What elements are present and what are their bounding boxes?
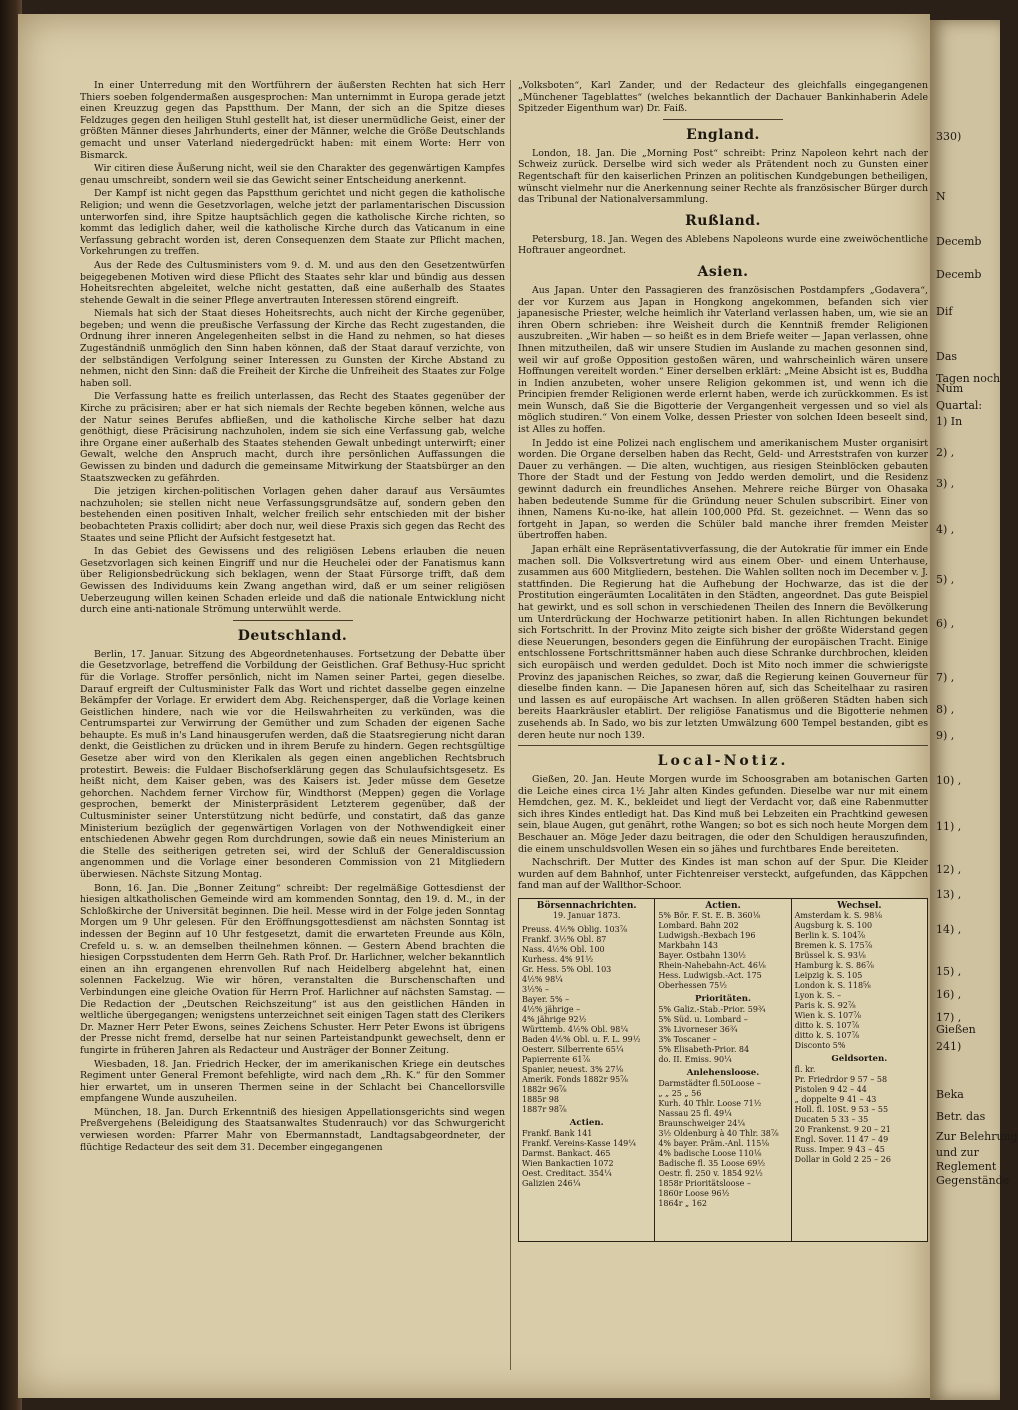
paragraph: München, 18. Jan. Durch Erkenntniß des hiesigen Appellationsgerichts sind wegen Preßvergehens (Beleidigung des Staatsanwaltes Studenrauch) vor das Schwurgericht verwiesen worden: Pfarrer Mahr von Ebermannstadt, Landtagsabgeordneter, der flüchtige Redacteur des seit dem 31. December eingegangenen	[80, 1106, 505, 1153]
paragraph: Die jetzigen kirchen-politischen Vorlagen gehen daher darauf aus Versäumtes nachzuholen; sie stellen nicht neue Verfassungsgrundsätze auf, sondern geben den bestehenden einen positiven Inhalt, welcher freilich sehr entschieden mit der bisher beobachteten Praxis collidirt; aber doch nur, weil diese Praxis sich gegen das Recht des Staates und seine Pflicht der Aufsicht festgesetzt hat.	[80, 486, 505, 544]
adjacent-page-text: 10) ,	[936, 774, 962, 787]
exchange-entry: 1864r „ 162	[658, 1199, 708, 1209]
exchange-title: Actien.	[705, 901, 741, 912]
adjacent-page-text: Gießen	[936, 1023, 976, 1036]
exchange-entry: Disconto 5%	[794, 1041, 846, 1051]
exchange-entry: 4% bayer. Präm.-Anl. 115⅛	[658, 1139, 770, 1149]
exchange-entry: 4½% jährige –	[522, 1005, 581, 1015]
paragraph: Japan erhält eine Repräsentativverfassung, die der Autokratie für immer ein Ende machen soll. Die Volksvertretung wird aus einem Ober- und einem Unterhause, zusammen aus 600 Mitgliedern, bestehen. Die Wahlen sollten noch im December v. J. stattfinden. Die Regierung hat die Aufhebung der Hochwarze, das ist die der Prostitution eingeräumten Localitäten in den Städten, angeordnet. Das gute Beispiel hat gewirkt, und es soll schon in verschiedenen Theilen des Innern die Bevölkerung um Unterdrückung der Hochwarze petitionirt haben. In allen Richtungen bekundet sich Fortschritt. In der Provinz Mito zeigte sich bisher der größte Widerstand gegen diese Neuerungen, besonders gegen die Einführung der europäischen Tracht. Einige entschlossene Fortschrittsmänner haben auch diese Schranke durchbrochen, kleiden sich europäisch und werden geduldet. Doch ist Mito noch immer die schwierigste Provinz des japanischen Reiches, so zwar, daß die Regierung keinen Gouverneur für dieselbe finden kann. — Die Japanesen hören auf, sich das Scheitelhaar zu rasiren und lassen es auf europäische Art wachsen. In allen größeren Städten haben sich bereits Haarkräusler etablirt. Der religiöse Fanatismus und die Bigotterie nehmen zusehends ab. In Sado, wo bis zur letzten Umwälzung 600 Tempel bestanden, gibt es deren heute nur noch 139.	[518, 544, 928, 741]
adjacent-page-text: 14) ,	[936, 923, 962, 936]
exchange-entry: Frankf. Vereins-Kasse 149¼	[522, 1139, 637, 1149]
section-heading-russland: Rußland.	[685, 212, 761, 229]
exchange-entry: Dollar in Gold 2 25 – 26	[794, 1155, 891, 1165]
adjacent-page-text: 13) ,	[936, 888, 962, 901]
paragraph: Wiesbaden, 18. Jan. Friedrich Hecker, der im amerikanischen Kriege ein deutsches Regiment unter General Fremont befehligte, wird nach dem „Rh. K.“ für den Sommer hier erwartet, um in unseren Thermen seine in der Schlacht bei Chancellorsville empfangene Wunde auszuheilen.	[80, 1058, 505, 1105]
paragraph: London, 18. Jan. Die „Morning Post“ schreibt: Prinz Napoleon kehrt nach der Schweiz zurück. Derselbe wird sich weder als Prätendent noch zu Gunsten einer Regentschaft für den kaiserlichen Prinzen an politischen Kundgebungen betheiligen, wünscht vielmehr nur die Anerkennung seiner Rechte als französischer Bürger durch das Tribunal der Nationalversammlung.	[518, 147, 928, 206]
exchange-entry: Frankf. Bank 141	[522, 1129, 593, 1139]
adjacent-page-text: 11) ,	[936, 820, 962, 833]
adjacent-page-text: N	[936, 190, 946, 203]
exchange-entry: Hess. Ludwigsb.-Act. 175	[658, 971, 762, 981]
exchange-entry: 1860r Loose 96½	[658, 1189, 730, 1199]
adjacent-page-text: 17) ,	[936, 1011, 962, 1024]
paragraph: Bonn, 16. Jan. Die „Bonner Zeitung“ schreibt: Der regelmäßige Gottesdienst der hiesigen altkatholischen Gemeinde wird am kommenden Sonntag, den 19. d. M., in der Schloßkirche der Universität beginnen. Die heil. Messe wird in der Folge jeden Sonntag Morgen um 9 Uhr gelesen. Für den Eröffnungsgottesdienst am nächsten Sonntag ist indessen der Beginn auf 10 Uhr festgesetzt, damit die erwarteten Freunde aus Köln, Crefeld u. s. w. an demselben theilnehmen können. — Gestern Abend brachten die hiesigen Corpsstudenten dem Herrn Geh. Rath Prof. Dr. Harlichner, welcher bekanntlich einen an ihn ergangenen ehrenvollen Ruf nach Heidelberg abgelehnt hat, einen solennen Fackelzug. Wie wir hören, veranstalten die Burschenschaften und Verbindungen eine gleiche Ovation für Herrn Prof. Harlichner auf nächsten Samstag. — Die Redaction der „Deutschen Reichszeitung“ ist aus den geistlichen Händen in weltliche übergegangen; wenigstens unterzeichnet seit einigen Tagen statt des Clerikers Dr. Mazner Herr Peter Ewons, seines Zeichens Schuster. Herr Peter Ewons ist übrigens der Presse nicht fremd, derselbe hat nur seinen Parteistandpunkt gewechselt, denn er fungirte in früheren Jahren als Redacteur und Austräger der Bonner Zeitung.	[80, 882, 505, 1056]
exchange-entry: Berlin k. S. 104⅞	[794, 931, 866, 941]
adjacent-page-text: 5) ,	[936, 573, 955, 586]
adjacent-page-text: Decemb	[936, 268, 982, 281]
paragraph: Niemals hat sich der Staat dieses Hoheitsrechts, auch nicht der Kirche gegenüber, begeben; und wenn die preußische Verfassung der Kirche das Recht zugestanden, die Ordnung ihrer inneren Angelegenheiten selbst in die Hand zu nehmen, so hat dieses Zugeständniß unmöglich den Sinn haben können, daß der Staat darauf verzichte, von der selbständigen Verfolgung seiner Interessen zu Gunsten der Kirche Abstand zu nehmen, nicht den Sinn: daß die Freiheit der Kirche die Unfreiheit des Staates zur Folge haben soll.	[80, 308, 505, 389]
adjacent-page-text: Reglement	[936, 1160, 997, 1173]
exchange-subheading: Actien.	[569, 1118, 604, 1129]
exchange-entry: 20 Frankenst. 9 20 – 21	[794, 1125, 891, 1135]
exchange-entry: Ludwigsh.-Bexbach 196	[658, 931, 756, 941]
exchange-column-actien	[655, 899, 791, 1241]
exchange-entry: Russ. Imper. 9 43 – 45	[794, 1145, 885, 1155]
paragraph: In das Gebiet des Gewissens und des religiösen Lebens erlauben die neuen Gesetzvorlagen sich keinen Eingriff und nur die Heuchelei oder der Fanatismus kann über Religionsbedrückung sich beklagen, wenn der Staat Fürsorge trifft, daß dem Gewissen des Individuums kein Zwang angethan wird, daß er um seiner religiösen Ueberzeugung willen keinen Schaden erleide und daß die nationale Entwicklung nicht durch eine anti-nationale Strömung unterwühlt werde.	[80, 546, 505, 616]
paragraph: Der Kampf ist nicht gegen das Papstthum gerichtet und nicht gegen die katholische Religion; und wenn die Gesetzvorlagen, welche jetzt der parlamentarischen Discussion unterworfen sind, ihre Spitze hauptsächlich gegen die katholische Kirche richten, so kommt das lediglich daher, weil die katholische Kirche durch das Vaticanum in eine Verfassung gebracht worden ist, deren Consequenzen dem Staate zur Pflicht machen, Vorkehrungen zu treffen.	[80, 188, 505, 258]
exchange-entry: 3% Toscaner –	[658, 1035, 717, 1045]
paragraph: Petersburg, 18. Jan. Wegen des Ablebens Napoleons wurde eine zweiwöchentliche Hoftrauer angeordnet.	[518, 233, 928, 257]
adjacent-page-text: 4) ,	[936, 523, 955, 536]
exchange-column-boerse	[519, 899, 655, 1241]
exchange-entry: Brüssel k. S. 93⅛	[794, 951, 866, 961]
exchange-entry: 1885r 98	[522, 1095, 559, 1105]
paragraph: Aus der Rede des Cultusministers vom 9. d. M. und aus den den Gesetzentwürfen beigegebenen Motiven wird diese Pflicht des Staates sehr klar und bündig aus dessen Hoheitsrechten abgeleitet, welche nicht gestatten, daß eine außerhalb des Staates stehende Gewalt in die seiner Pflege anvertrauten Interessen störend eingreift.	[80, 259, 505, 306]
exchange-entry: Bremen k. S. 175⅞	[794, 941, 873, 951]
adjacent-page-text: 7) ,	[936, 671, 955, 684]
exchange-entry: 4% badische Loose 110⅛	[658, 1149, 762, 1159]
paragraph: In einer Unterredung mit den Wortführern der äußersten Rechten hat sich Herr Thiers soeben folgendermaßen ausgesprochen: Man unternimmt in Europa gerade jetzt einen Kreuzzug gegen das Papstthum. Der Mann, der sich an die Spitze dieses Feldzuges gegen den heiligen Stuhl gestellt hat, ist dieser unermüdliche Geist, einer der größten Männer dieses Jahrhunderts, einer der Männer, welche die Größe Deutschlands gemacht und unser Vaterland niedergedrückt haben: mit einem Worte: Herr von Bismarck.	[80, 80, 505, 161]
adjacent-page-text: Dif	[936, 305, 953, 318]
paragraph: In Jeddo ist eine Polizei nach englischem und amerikanischem Muster organisirt worden. Die Organe derselben haben das Recht, Geld- und Arreststrafen von kurzer Dauer zu verhängen. — Die alten, wuchtigen, aus riesigen Steinblöcken gebauten Thore der Stadt und der Festung von Jeddo werden demolirt, und die Residenz gewinnt dadurch ein freundliches Ansehen. Mehrere reiche Bürger von Ohasaka haben bedeutende Summe für die Gründung neuer Schulen subscribirt. Einer von ihnen, Namens Ku-no-ike, hat allein 100,000 Pfd. St. gezeichnet. — Wenn das so fortgeht in Japan, so werden die Schüler bald manche ihrer fremden Meister übertroffen haben.	[518, 437, 928, 542]
exchange-entry: Gr. Hess. 5% Obl. 103	[522, 965, 612, 975]
exchange-title: Wechsel.	[837, 901, 882, 912]
paragraph: Aus Japan. Unter den Passagieren des französischen Postdampfers „Godavera“, der vor Kurzem aus Japan in Hongkong angekommen, befanden sich vier japanesische Priester, welche heimlich ihr Vaterland verlassen haben, um, wie sie an ihren Obern schrieben: ihre Weisheit durch die Kenntniß fremder Religionen auszubreiten. „Wir haben — so heißt es in dem Briefe weiter — Japan verlassen, ohne Ihnen mitzutheilen, daß wir unsere Studien im Auslande zu machen gesonnen sind, weil wir auf große Opposition gestoßen wären, und wahrscheinlich wären unsere Hoffnungen vereitelt worden.“ Einer derselben erklärt: „Meine Absicht ist es, Buddha in Indien anzubeten, woher unsere Religion gekommen ist, und wenn ich die Principien fremder Religionen werde erlernt haben, werde ich zurückkommen. Es ist mein Wunsch, daß Sie die Bigotterie der Vergangenheit vergessen und so viel als möglich studiren.“ Von einem Volke, dessen Priester von solchen Ideen beseelt sind, ist Alles zu hoffen.	[518, 284, 928, 436]
adjacent-page-text: Beka	[936, 1088, 964, 1101]
exchange-entry: Oberhessen 75½	[658, 981, 728, 991]
adjacent-page-text: Betr. das	[936, 1110, 986, 1123]
adjacent-page	[930, 20, 1018, 1400]
exchange-entry: Lyon k. S. –	[794, 991, 842, 1001]
exchange-entry: Badische fl. 35 Loose 69½	[658, 1159, 766, 1169]
adjacent-page-text: Decemb	[936, 235, 982, 248]
adjacent-page-text: Tagen noch	[936, 372, 1001, 385]
exchange-entry: Frankf. 3½% Obl. 87	[522, 935, 607, 945]
exchange-entry: 3½ Oldenburg à 40 Thlr. 38⅞	[658, 1129, 779, 1139]
exchange-entry: fl. kr.	[794, 1065, 816, 1075]
exchange-table	[518, 898, 928, 1242]
exchange-entry: Lombard. Bahn 202	[658, 921, 739, 931]
paragraph: Wir citiren diese Äußerung nicht, weil sie den Charakter des gegenwärtigen Kampfes genau umschreibt, sondern weil sie das Gewicht seiner Entscheidung anerkennt.	[80, 163, 505, 186]
exchange-entry: Bayer. Ostbahn 130½	[658, 951, 746, 961]
exchange-entry: Spanier, neuest. 3% 27⅛	[522, 1065, 624, 1075]
exchange-entry: Ducaten 5 33 – 35	[794, 1115, 869, 1125]
exchange-entry: 3½% –	[522, 985, 549, 995]
exchange-entry: Preuss. 4½% Oblig. 103⅞	[522, 925, 628, 935]
adjacent-page-text: 12) ,	[936, 863, 962, 876]
section-heading-england: England.	[686, 126, 760, 143]
adjacent-page-text: Num	[936, 382, 964, 395]
exchange-entry: Kurhess. 4% 91½	[522, 955, 594, 965]
exchange-entry: do. II. Emiss. 90¼	[658, 1055, 732, 1065]
exchange-entry: Leipzig k. S. 105	[794, 971, 863, 981]
exchange-subheading: Prioritäten.	[694, 994, 751, 1005]
exchange-entry: Augsburg k. S. 100	[794, 921, 873, 931]
exchange-entry: Bayer. 5% –	[522, 995, 570, 1005]
section-divider	[663, 119, 783, 120]
exchange-entry: Engl. Sover. 11 47 – 49	[794, 1135, 889, 1145]
adjacent-page-text: Gegenstände	[936, 1174, 1010, 1187]
exchange-entry: 5% Elisabeth-Prior. 84	[658, 1045, 750, 1055]
adjacent-page-text: Quartal:	[936, 399, 983, 412]
paragraph: „Volksboten“, Karl Zander, und der Redacteur des gleichfalls eingegangenen „Münchener Tageblattes“ (welches bekanntlich der Dachauer Bankinhaberin Adele Spitzeder Eigenthum war) Dr. Faiß.	[518, 80, 928, 115]
exchange-subheading: Geldsorten.	[831, 1054, 888, 1065]
exchange-column-wechsel	[792, 899, 927, 1241]
section-divider	[233, 620, 353, 621]
exchange-entry: Wien Bankactien 1072	[522, 1159, 614, 1169]
exchange-entry: Pr. Friedrdor 9 57 – 58	[794, 1075, 888, 1085]
exchange-entry: Holl. fl. 10St. 9 53 – 55	[794, 1105, 889, 1115]
exchange-entry: Amerik. Fonds 1882r 95⅞	[522, 1075, 628, 1085]
exchange-entry: Markbahn 143	[658, 941, 718, 951]
exchange-entry: Amsterdam k. S. 98⅛	[794, 911, 883, 921]
exchange-entry: ditto k. S. 107⅞	[794, 1031, 860, 1041]
exchange-entry: 5% Süd. u. Lombard –	[658, 1015, 748, 1025]
section-heading-asien: Asien.	[697, 263, 749, 280]
exchange-title: Börsennachrichten.	[536, 901, 637, 912]
adjacent-page-text: und zur	[936, 1146, 979, 1159]
adjacent-page-text: 3) ,	[936, 477, 955, 490]
exchange-entry: Paris k. S. 92⅞	[794, 1001, 856, 1011]
adjacent-page-text: 6) ,	[936, 617, 955, 630]
exchange-entry: Hamburg k. S. 86⅞	[794, 961, 874, 971]
exchange-entry: Nass. 4½% Obl. 100	[522, 945, 605, 955]
exchange-entry: 3% Livorneser 36¾	[658, 1025, 738, 1035]
adjacent-page-text: 9) ,	[936, 729, 955, 742]
right-column	[518, 80, 928, 1242]
exchange-entry: 5% Bör. F. St. E. B. 360⅛	[658, 911, 761, 921]
adjacent-page-text: 8) ,	[936, 703, 955, 716]
exchange-date: 19. Januar 1873.	[552, 911, 621, 921]
exchange-entry: London k. S. 118⅝	[794, 981, 871, 991]
paragraph: Gießen, 20. Jan. Heute Morgen wurde im Schoosgraben am botanischen Garten die Leiche eines circa 1½ Jahr alten Kindes gefunden. Dieselbe war nur mit einem Hemdchen, gez. M. K., bekleidet und liegt der Verdacht vor, daß eine Rabenmutter sich ihres Kindes entledigt hat. Das Kind muß bei Lebzeiten ein Prachtkind gewesen sein, blaue Augen, gut genährt, rothe Wangen; so bot es sich noch heute Morgen dem Beschauer an. Möge Jeder dazu beitragen, die oder den Schuldigen herauszufinden, die einem unschuldsvollen Wesen ein so jähes und furchtbares Ende bereiteten.	[518, 774, 928, 855]
exchange-entry: 4½% 98¼	[522, 975, 563, 985]
exchange-entry: Kurh. 40 Thlr. Loose 71½	[658, 1099, 762, 1109]
adjacent-page-text: 15) ,	[936, 965, 962, 978]
adjacent-page-text: Zur Belehrung	[936, 1130, 1018, 1143]
exchange-entry: Darmstädter fl.50Loose –	[658, 1079, 761, 1089]
adjacent-page-text: 16) ,	[936, 988, 962, 1001]
paragraph: Berlin, 17. Januar. Sitzung des Abgeordnetenhauses. Fortsetzung der Debatte über die Gesetzvorlage, betreffend die Vorbildung der Geistlichen. Graf Bethusy-Huc spricht für die Vorlage. Stroffer persönlich, nicht im Namen seiner Partei, gegen dieselbe. Darauf ergreift der Cultusminister Falk das Wort und richtet dasselbe gegen einzelne Bekämpfer der Vorlage. Er erwidert dem Abg. Reichensperger, daß die Vorlage keinen Geistlichen hindere, nach wie vor die Heilswahrheiten zu verkünden, was die Centrumspartei zur Verwirrung der Gemüther und zum Schaden der eigenen Sache behaupte. Es muß in's Land hinausgerufen werden, daß die Staatsregierung nicht daran denkt, die Geistlichen zu drücken und in ihrem Berufe zu hindern. Gegen rechtsgültige Gesetze aber wird von den Klerikalen als gegen einen angeblichen Rechtsbruch protestirt. Beweis: die Fuldaer Bischofserklärung gegen das Schulaufsichtsgesetz. Es heißt nicht, dem Kaiser geben, was des Kaisers ist. Jeder müsse dem Gesetze gehorchen. Nachdem ferner Virchow für, Windthorst (Meppen) gegen die Vorlage gesprochen, bemerkt der Ministerpräsident Letzterem gegenüber, daß der Cultusminister seiner Unterstützung nicht bedürfe, und constatirt, daß das ganze Ministerium bezüglich der gegenwärtigen Vorlagen von der Nothwendigkeit einer entschiedenen Abwehr gegen Rom durchdrungen, sowie daß ein neues Ministerium an die Stelle des seitherigen getreten sei, wird der Schluß der Generaldiscussion angenommen und die Vorlage einer besonderen Commission von 21 Mitgliedern überwiesen. Nächste Sitzung Montag.	[80, 648, 505, 880]
exchange-entry: Darmst. Bankact. 465	[522, 1149, 611, 1159]
exchange-entry: Oest. Creditact. 354¼	[522, 1169, 612, 1179]
exchange-entry: „ doppelte 9 41 – 43	[794, 1095, 877, 1105]
exchange-entry: ditto k. S. 107⅞	[794, 1021, 860, 1031]
column-divider	[510, 80, 511, 1370]
exchange-entry: Baden 4½% Obl. u. F. L. 99½	[522, 1035, 641, 1045]
exchange-entry: Württemb. 4½% Obl. 98¼	[522, 1025, 629, 1035]
paragraph: Die Verfassung hatte es freilich unterlassen, das Recht des Staates gegenüber der Kirche zu präcisiren; aber er hat sich niemals der Rechte begeben können, welche aus der Natur seines Berufes abfließen, und die katholische Kirche selber hat dazu genöthigt, diese Präcisirung nachzuholen, indem sie sich eine Verfassung gab, welche ihre Organe einer außerhalb des Staates stehenden Gewalt unbedingt unterwirft; einer Gewalt, welche den Anspruch macht, durch ihre persönlichen Auffassungen die Gewissen zu binden und dadurch die gemeinsame Mitwirkung der Staatsbürger an den Staatszwecken zu gefährden.	[80, 391, 505, 484]
newspaper-page	[18, 14, 930, 1398]
exchange-entry: 1887r 98⅞	[522, 1105, 567, 1115]
adjacent-page-text: 2) ,	[936, 446, 955, 459]
exchange-entry: 1882r 96⅞	[522, 1085, 567, 1095]
exchange-entry: Braunschweiger 24¼	[658, 1119, 746, 1129]
adjacent-page-text: Das	[936, 350, 958, 363]
left-column	[80, 80, 505, 1155]
adjacent-page-text: 241)	[936, 1040, 962, 1053]
exchange-entry: 5% Galiz.-Stab.-Prior. 59¾	[658, 1005, 766, 1015]
paragraph: Nachschrift. Der Mutter des Kindes ist man schon auf der Spur. Die Kleider wurden auf dem Bahnhof, unter Fichtenreiser versteckt, aufgefunden, das Käppchen fand man auf der Wallthor-Schoor.	[518, 857, 928, 892]
exchange-entry: Pistolen 9 42 – 44	[794, 1085, 867, 1095]
exchange-entry: „ „ 25 „ 56	[658, 1089, 702, 1099]
exchange-entry: Rhein-Nahebahn-Act. 46⅛	[658, 961, 766, 971]
section-divider	[518, 745, 928, 746]
section-heading-local: Local-Notiz.	[657, 753, 789, 770]
adjacent-page-text: 330)	[936, 130, 962, 143]
exchange-entry: Papierrente 61⅞	[522, 1055, 591, 1065]
exchange-entry: 4% jährige 92½	[522, 1015, 587, 1025]
exchange-entry: Nassau 25 fl. 49¼	[658, 1109, 732, 1119]
exchange-entry: Oestr. fl. 250 v. 1854 92½	[658, 1169, 763, 1179]
section-heading-deutschland: Deutschland.	[237, 627, 348, 644]
exchange-entry: Galizien 246¼	[522, 1179, 581, 1189]
adjacent-page-text: 1) In	[936, 415, 963, 428]
exchange-entry: Oesterr. Silberrente 65¼	[522, 1045, 624, 1055]
exchange-subheading: Anlehensloose.	[686, 1068, 760, 1079]
exchange-entry: 1858r Prioritätsloose –	[658, 1179, 751, 1189]
exchange-entry: Wien k. S. 107⅞	[794, 1011, 861, 1021]
